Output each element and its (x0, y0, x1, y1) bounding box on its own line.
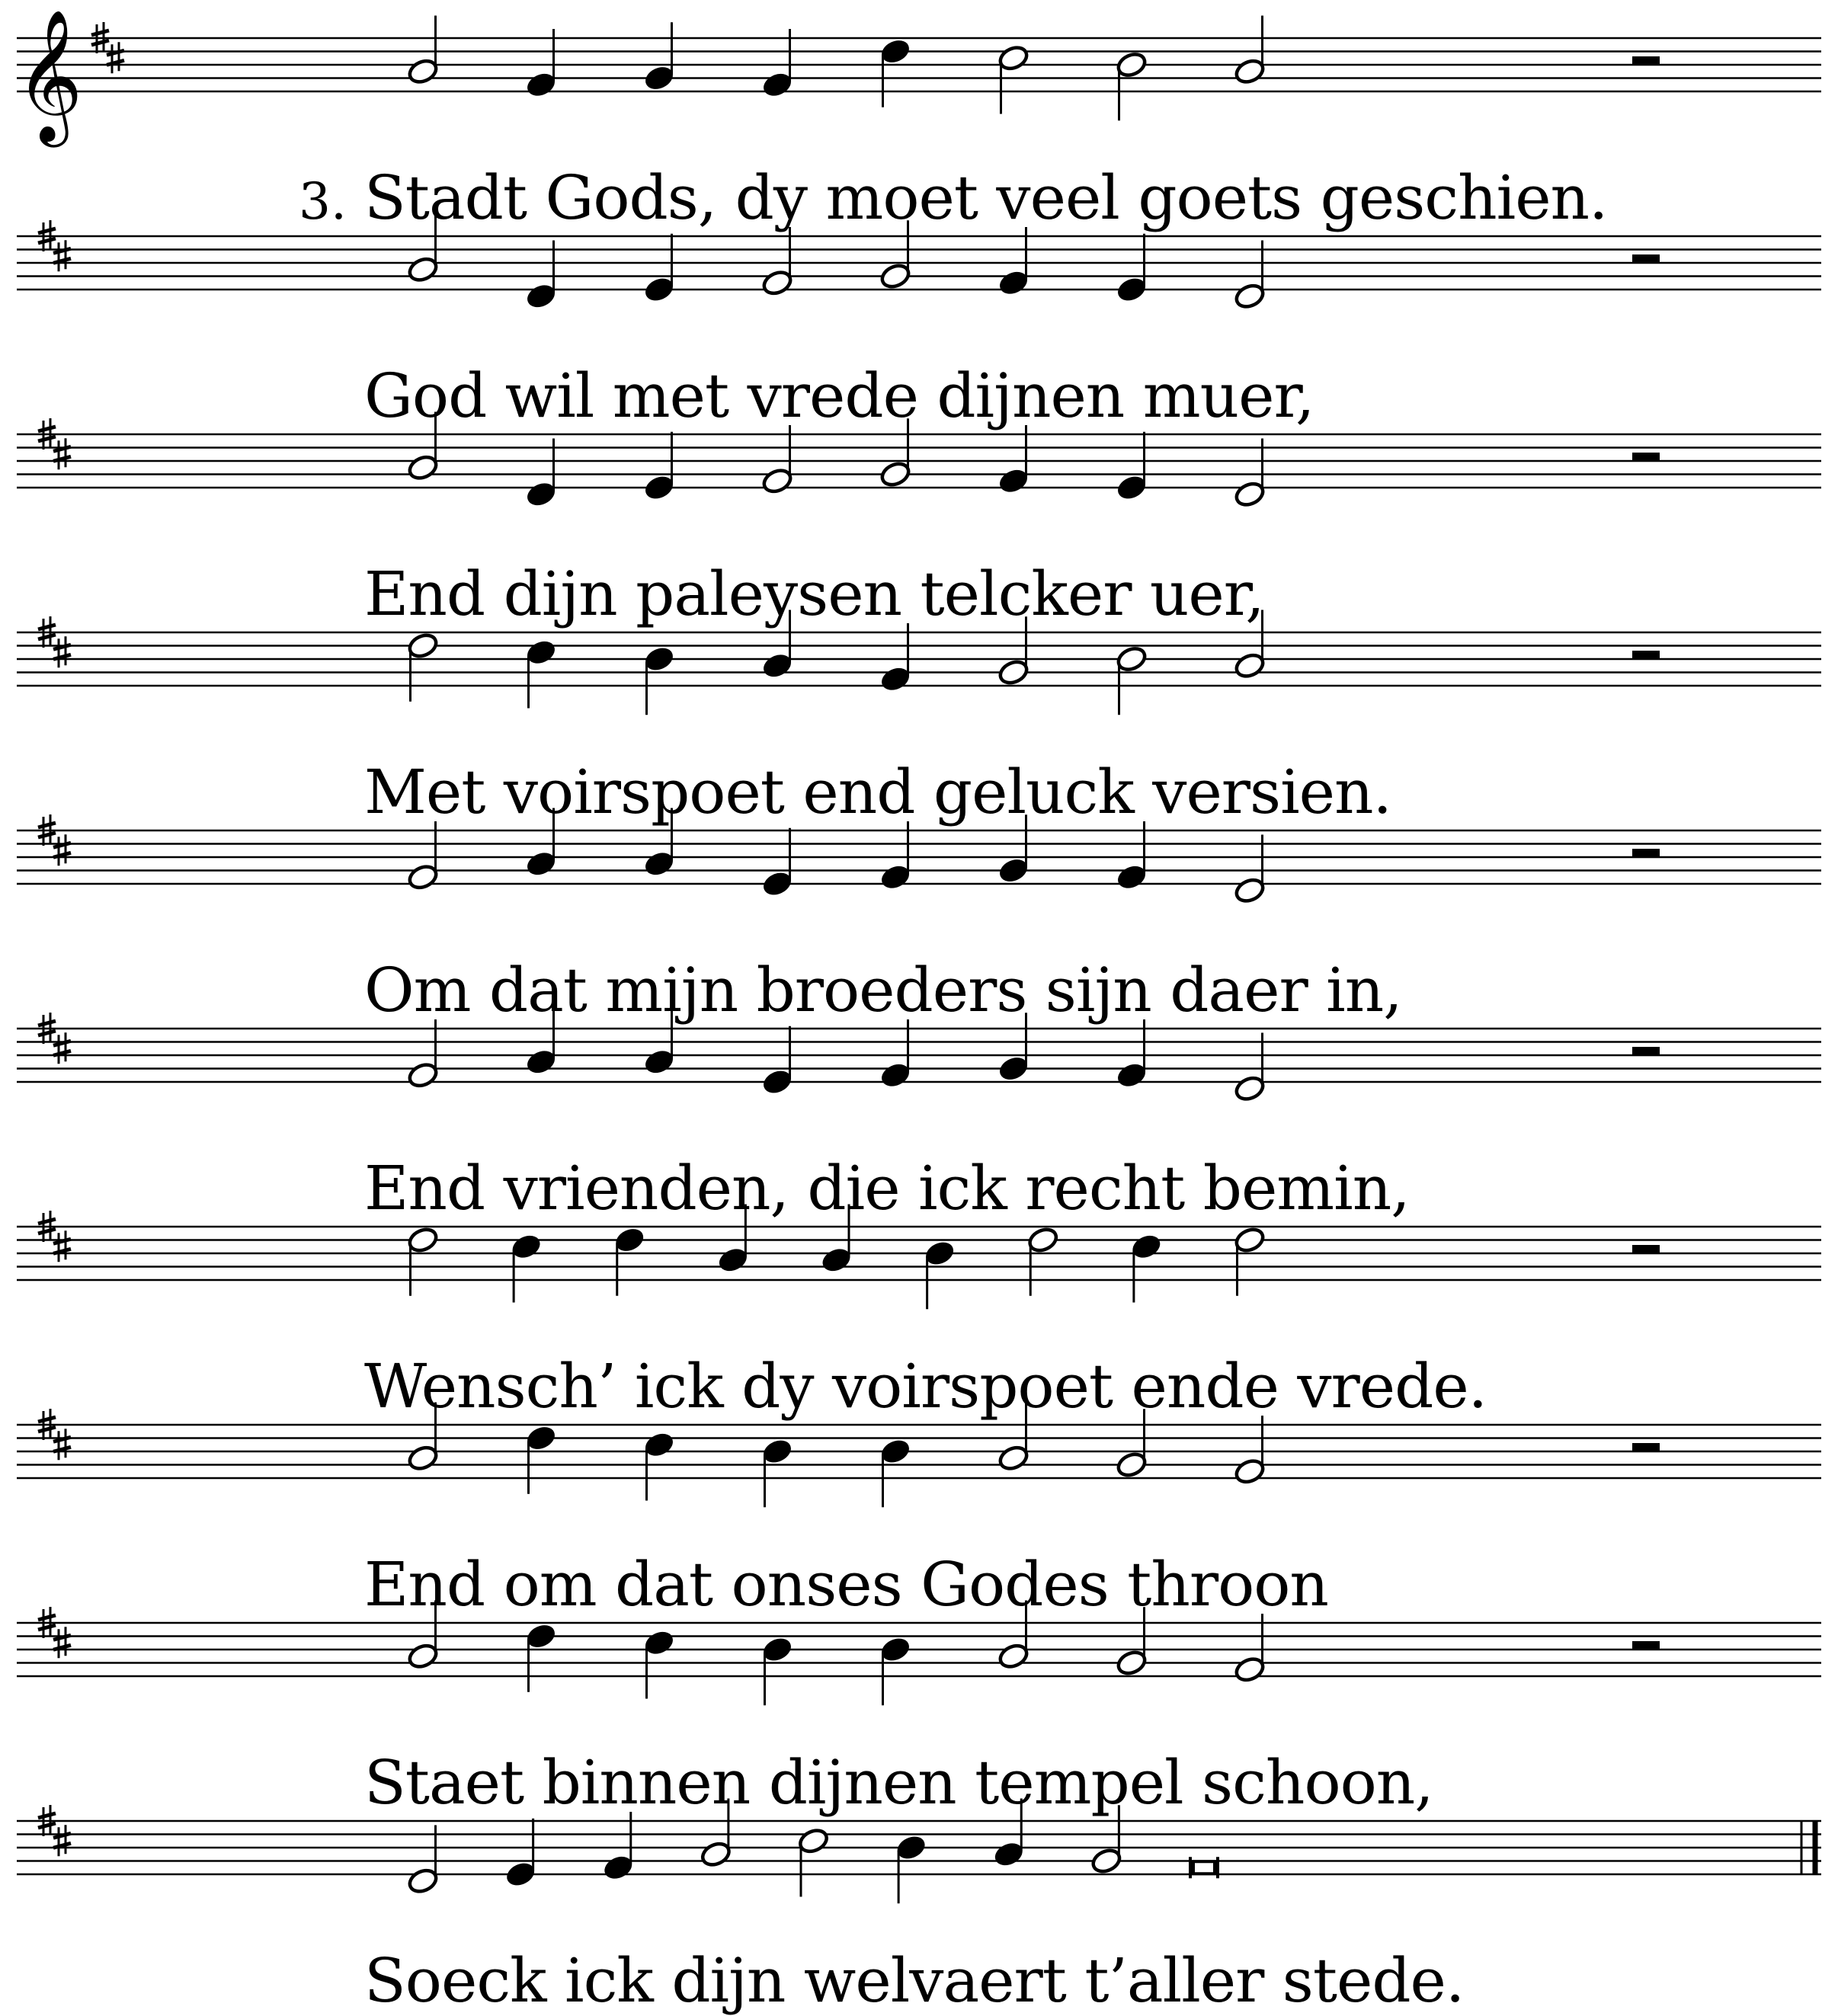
sharp-bar (38, 1427, 56, 1432)
note (1115, 234, 1148, 304)
sharp-bar (38, 1813, 56, 1818)
half-rest (1632, 56, 1660, 65)
note (642, 22, 675, 92)
sharp-bar (38, 238, 56, 243)
sharp-sign (53, 1825, 71, 1856)
staff-system (15, 9, 1821, 148)
note (879, 37, 911, 107)
note (1190, 1857, 1218, 1878)
treble-clef-icon: 𝄞 (15, 9, 83, 142)
note (924, 1239, 956, 1309)
lyric-line: End dijn paleysen telcker uer, (364, 558, 1264, 629)
sharp-bar (91, 40, 109, 45)
note (642, 645, 675, 715)
note (760, 828, 793, 898)
note (613, 1226, 646, 1296)
sharp-sign (53, 240, 71, 271)
sharp-sign (53, 834, 71, 866)
lyric-line: Wensch’ ick dy voirspoet ende vrede. (364, 1351, 1487, 1422)
note (879, 1635, 911, 1705)
sharp-bar (38, 1615, 56, 1620)
sharp-sign (53, 1230, 71, 1262)
sharp-sign (53, 1429, 71, 1460)
sharp-bar (38, 635, 56, 639)
note (1026, 1226, 1059, 1296)
note (1115, 432, 1148, 502)
half-rest (1632, 1047, 1660, 1055)
note (895, 1833, 927, 1903)
note (524, 1424, 557, 1494)
sharp-bar (38, 1417, 56, 1422)
lyric-line: Staet binnen dijnen tempel schoon, (364, 1747, 1433, 1818)
half-rest (1632, 651, 1660, 659)
note (760, 1026, 793, 1096)
note (406, 632, 439, 702)
note (1233, 1226, 1266, 1296)
half-rest (1632, 1641, 1660, 1650)
sharp-sign (107, 42, 124, 73)
lyric-line: Stadt Gods, dy moet veel goets geschien. (364, 162, 1608, 233)
half-rest (1632, 453, 1660, 461)
half-rest (1632, 849, 1660, 857)
sharp-bar (38, 1021, 56, 1026)
note (760, 1437, 793, 1507)
sharp-bar (38, 1823, 56, 1828)
sharp-bar (91, 30, 109, 35)
note (760, 1635, 793, 1705)
sharp-bar (38, 1031, 56, 1035)
half-rest (1632, 254, 1660, 263)
verse-number: 3. (299, 172, 347, 231)
sharp-bar (38, 1219, 56, 1224)
sharp-bar (38, 833, 56, 837)
sharp-sign (53, 1627, 71, 1658)
note (1115, 50, 1148, 120)
sharp-bar (38, 437, 56, 441)
note (406, 1226, 439, 1296)
note (1115, 645, 1148, 715)
half-rest (1632, 1443, 1660, 1451)
lyric-line: End vrienden, die ick recht bemin, (364, 1153, 1410, 1224)
note (642, 432, 675, 502)
lyric-line: Soeck ick dijn welvaert t’aller stede. (364, 1945, 1465, 2016)
breve-head (1193, 1861, 1215, 1874)
sharp-sign (53, 438, 71, 469)
note (524, 1622, 557, 1692)
sharp-bar (38, 1625, 56, 1630)
lyric-line: Met voirspoet end geluck versien. (364, 757, 1391, 827)
note (879, 1437, 911, 1507)
lyric-line: End om dat onses Godes throon (364, 1549, 1328, 1620)
sharp-bar (38, 229, 56, 233)
sharp-bar (38, 427, 56, 431)
sharp-bar (38, 1229, 56, 1234)
sharp-bar (38, 625, 56, 629)
lyric-line: God wil met vrede dijnen muer, (364, 360, 1314, 431)
sharp-bar (38, 823, 56, 827)
note (504, 1819, 537, 1889)
half-rest (1632, 1245, 1660, 1253)
note (642, 234, 675, 304)
sharp-sign (53, 1032, 71, 1064)
sharp-sign (53, 636, 71, 667)
lyric-line: Om dat mijn broeders sijn daer in, (364, 955, 1402, 1026)
